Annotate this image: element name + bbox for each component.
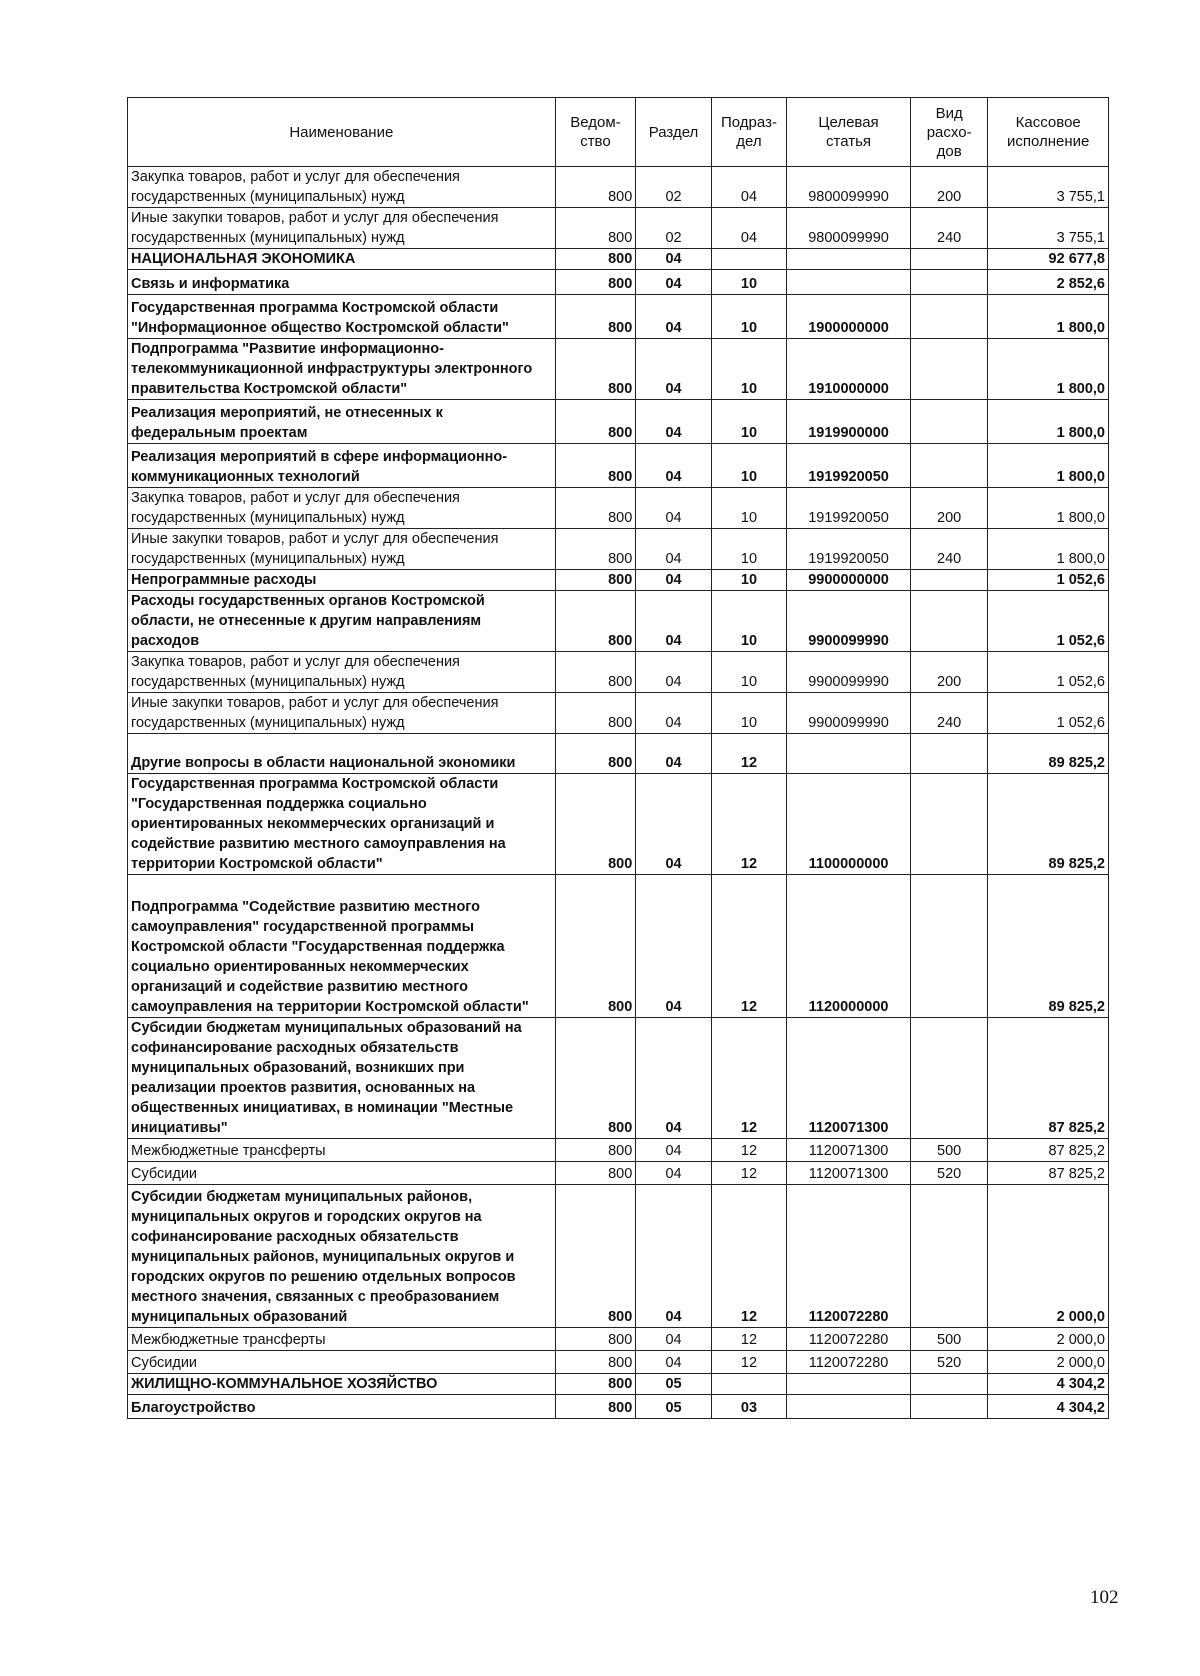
table-row bbox=[128, 1162, 1109, 1185]
cell-name: Межбюджетные трансферты bbox=[128, 1139, 556, 1162]
cell-podrazdel: 12 bbox=[711, 1351, 786, 1374]
table-row bbox=[128, 1018, 1109, 1139]
cell-statya: 9900000000 bbox=[787, 570, 911, 591]
cell-vedomstvo: 800 bbox=[555, 208, 636, 249]
cell-statya: 1120071300 bbox=[787, 1018, 911, 1139]
header-podrazdel: Подраз- дел bbox=[711, 98, 786, 167]
cell-vid bbox=[910, 875, 988, 1018]
table-row bbox=[128, 1374, 1109, 1395]
cell-razdel: 04 bbox=[636, 1328, 711, 1351]
cell-statya bbox=[787, 734, 911, 774]
cell-amount: 1 052,6 bbox=[988, 693, 1109, 734]
cell-statya: 1100000000 bbox=[787, 774, 911, 875]
cell-vedomstvo: 800 bbox=[555, 167, 636, 208]
cell-statya bbox=[787, 1374, 911, 1395]
cell-name: Иные закупки товаров, работ и услуг для обеспечения государственных (муниципальных) нужд bbox=[128, 693, 556, 734]
cell-podrazdel: 12 bbox=[711, 1162, 786, 1185]
cell-statya bbox=[787, 249, 911, 270]
cell-vid bbox=[910, 1185, 988, 1328]
cell-podrazdel bbox=[711, 1374, 786, 1395]
table-row bbox=[128, 875, 1109, 1018]
table-row bbox=[128, 652, 1109, 693]
table-row bbox=[128, 339, 1109, 400]
cell-statya: 1120072280 bbox=[787, 1185, 911, 1328]
cell-podrazdel: 10 bbox=[711, 488, 786, 529]
cell-razdel: 05 bbox=[636, 1395, 711, 1419]
cell-razdel: 04 bbox=[636, 1185, 711, 1328]
header-vid: Вид расхо- дов bbox=[910, 98, 988, 167]
cell-podrazdel: 04 bbox=[711, 167, 786, 208]
cell-vedomstvo: 800 bbox=[555, 734, 636, 774]
cell-statya: 1919920050 bbox=[787, 488, 911, 529]
cell-razdel: 04 bbox=[636, 693, 711, 734]
cell-podrazdel: 10 bbox=[711, 339, 786, 400]
cell-podrazdel: 12 bbox=[711, 734, 786, 774]
cell-name: Непрограммные расходы bbox=[128, 570, 556, 591]
cell-razdel: 04 bbox=[636, 444, 711, 488]
cell-razdel: 04 bbox=[636, 488, 711, 529]
cell-name: Государственная программа Костромской области "Государственная поддержка социально ориентированных некоммерческих организаций и содействие развитию местного самоуправления на территории Костромской области" bbox=[128, 774, 556, 875]
cell-podrazdel: 04 bbox=[711, 208, 786, 249]
cell-vedomstvo: 800 bbox=[555, 1395, 636, 1419]
cell-amount: 3 755,1 bbox=[988, 167, 1109, 208]
cell-name: Иные закупки товаров, работ и услуг для обеспечения государственных (муниципальных) нужд bbox=[128, 208, 556, 249]
table-row bbox=[128, 1139, 1109, 1162]
cell-podrazdel: 03 bbox=[711, 1395, 786, 1419]
cell-vedomstvo: 800 bbox=[555, 339, 636, 400]
cell-razdel: 04 bbox=[636, 875, 711, 1018]
cell-razdel: 04 bbox=[636, 1162, 711, 1185]
cell-razdel: 02 bbox=[636, 208, 711, 249]
table-row bbox=[128, 1395, 1109, 1419]
cell-podrazdel: 10 bbox=[711, 693, 786, 734]
page-number: 102 bbox=[1090, 1587, 1119, 1608]
table-row bbox=[128, 444, 1109, 488]
cell-amount: 87 825,2 bbox=[988, 1018, 1109, 1139]
cell-razdel: 04 bbox=[636, 734, 711, 774]
cell-statya: 9900099990 bbox=[787, 652, 911, 693]
cell-vid bbox=[910, 249, 988, 270]
header-name: Наименование bbox=[128, 98, 556, 167]
table-row bbox=[128, 774, 1109, 875]
cell-name: Подпрограмма "Содействие развитию местного самоуправления" государственной программы Костромской области "Государственная поддержка социально ориентированных некоммерческих организаций и содействие развитию местного самоуправления на территории Костромской области" bbox=[128, 875, 556, 1018]
cell-amount: 1 052,6 bbox=[988, 591, 1109, 652]
cell-podrazdel: 12 bbox=[711, 1018, 786, 1139]
cell-razdel: 02 bbox=[636, 167, 711, 208]
table-row bbox=[128, 400, 1109, 444]
cell-podrazdel: 10 bbox=[711, 295, 786, 339]
cell-name: Закупка товаров, работ и услуг для обеспечения государственных (муниципальных) нужд bbox=[128, 652, 556, 693]
cell-vid bbox=[910, 774, 988, 875]
cell-statya: 1120072280 bbox=[787, 1328, 911, 1351]
header-amount: Кассовое исполнение bbox=[988, 98, 1109, 167]
cell-name: Закупка товаров, работ и услуг для обеспечения государственных (муниципальных) нужд bbox=[128, 488, 556, 529]
cell-podrazdel: 10 bbox=[711, 570, 786, 591]
cell-amount: 1 052,6 bbox=[988, 652, 1109, 693]
header-vedomstvo: Ведом- ство bbox=[555, 98, 636, 167]
cell-vedomstvo: 800 bbox=[555, 693, 636, 734]
cell-amount: 1 800,0 bbox=[988, 529, 1109, 570]
cell-vid: 500 bbox=[910, 1139, 988, 1162]
cell-podrazdel: 10 bbox=[711, 400, 786, 444]
cell-razdel: 04 bbox=[636, 249, 711, 270]
cell-vedomstvo: 800 bbox=[555, 570, 636, 591]
cell-name: Благоустройство bbox=[128, 1395, 556, 1419]
cell-name: Другие вопросы в области национальной экономики bbox=[128, 734, 556, 774]
cell-statya bbox=[787, 1395, 911, 1419]
cell-razdel: 04 bbox=[636, 774, 711, 875]
cell-amount: 89 825,2 bbox=[988, 774, 1109, 875]
cell-razdel: 04 bbox=[636, 1139, 711, 1162]
cell-name: Межбюджетные трансферты bbox=[128, 1328, 556, 1351]
cell-razdel: 04 bbox=[636, 652, 711, 693]
cell-amount: 87 825,2 bbox=[988, 1162, 1109, 1185]
table-row bbox=[128, 529, 1109, 570]
cell-vedomstvo: 800 bbox=[555, 652, 636, 693]
table-row bbox=[128, 570, 1109, 591]
cell-vedomstvo: 800 bbox=[555, 774, 636, 875]
cell-razdel: 04 bbox=[636, 295, 711, 339]
table-row bbox=[128, 591, 1109, 652]
cell-vid: 200 bbox=[910, 167, 988, 208]
cell-amount: 2 000,0 bbox=[988, 1185, 1109, 1328]
cell-podrazdel: 10 bbox=[711, 444, 786, 488]
cell-vedomstvo: 800 bbox=[555, 1139, 636, 1162]
cell-vedomstvo: 800 bbox=[555, 529, 636, 570]
cell-vedomstvo: 800 bbox=[555, 488, 636, 529]
cell-name: Субсидии bbox=[128, 1351, 556, 1374]
cell-amount: 1 800,0 bbox=[988, 444, 1109, 488]
cell-vid bbox=[910, 295, 988, 339]
cell-razdel: 04 bbox=[636, 529, 711, 570]
cell-vedomstvo: 800 bbox=[555, 1162, 636, 1185]
cell-vedomstvo: 800 bbox=[555, 249, 636, 270]
cell-podrazdel: 12 bbox=[711, 875, 786, 1018]
cell-vedomstvo: 800 bbox=[555, 1185, 636, 1328]
cell-vid: 200 bbox=[910, 488, 988, 529]
cell-name: ЖИЛИЩНО-КОММУНАЛЬНОЕ ХОЗЯЙСТВО bbox=[128, 1374, 556, 1395]
cell-amount: 2 852,6 bbox=[988, 270, 1109, 295]
cell-amount: 3 755,1 bbox=[988, 208, 1109, 249]
cell-amount: 89 825,2 bbox=[988, 875, 1109, 1018]
cell-vid bbox=[910, 570, 988, 591]
cell-razdel: 04 bbox=[636, 270, 711, 295]
cell-statya: 9800099990 bbox=[787, 167, 911, 208]
cell-statya: 1919900000 bbox=[787, 400, 911, 444]
cell-statya: 1120071300 bbox=[787, 1162, 911, 1185]
cell-vid bbox=[910, 1395, 988, 1419]
cell-vid: 520 bbox=[910, 1351, 988, 1374]
cell-vid: 520 bbox=[910, 1162, 988, 1185]
cell-vid bbox=[910, 444, 988, 488]
cell-podrazdel: 12 bbox=[711, 1185, 786, 1328]
cell-amount: 2 000,0 bbox=[988, 1328, 1109, 1351]
cell-podrazdel: 12 bbox=[711, 1328, 786, 1351]
header-razdel: Раздел bbox=[636, 98, 711, 167]
cell-amount: 92 677,8 bbox=[988, 249, 1109, 270]
cell-name: Реализация мероприятий в сфере информационно-коммуникационных технологий bbox=[128, 444, 556, 488]
cell-amount: 1 800,0 bbox=[988, 339, 1109, 400]
cell-vedomstvo: 800 bbox=[555, 591, 636, 652]
cell-statya: 1910000000 bbox=[787, 339, 911, 400]
cell-name: Субсидии бюджетам муниципальных образований на софинансирование расходных обязательств муниципальных образований, возникших при реализации проектов развития, основанных на общественных инициативах, в номинации "Местные инициативы" bbox=[128, 1018, 556, 1139]
cell-statya bbox=[787, 270, 911, 295]
cell-statya: 9800099990 bbox=[787, 208, 911, 249]
cell-razdel: 04 bbox=[636, 570, 711, 591]
cell-vedomstvo: 800 bbox=[555, 295, 636, 339]
budget-table bbox=[127, 97, 1109, 1419]
table-row bbox=[128, 167, 1109, 208]
cell-statya: 1900000000 bbox=[787, 295, 911, 339]
cell-amount: 4 304,2 bbox=[988, 1395, 1109, 1419]
cell-vid bbox=[910, 270, 988, 295]
cell-statya: 1919920050 bbox=[787, 529, 911, 570]
cell-razdel: 05 bbox=[636, 1374, 711, 1395]
cell-vid: 500 bbox=[910, 1328, 988, 1351]
cell-statya: 9900099990 bbox=[787, 693, 911, 734]
cell-podrazdel bbox=[711, 249, 786, 270]
table-header-row bbox=[128, 98, 1109, 167]
cell-name: Подпрограмма "Развитие информационно-телекоммуникационной инфраструктуры электронного правительства Костромской области" bbox=[128, 339, 556, 400]
cell-statya: 9900099990 bbox=[787, 591, 911, 652]
cell-podrazdel: 10 bbox=[711, 270, 786, 295]
cell-vid bbox=[910, 591, 988, 652]
cell-vedomstvo: 800 bbox=[555, 1351, 636, 1374]
cell-amount: 4 304,2 bbox=[988, 1374, 1109, 1395]
cell-name: Связь и информатика bbox=[128, 270, 556, 295]
cell-vid: 240 bbox=[910, 529, 988, 570]
cell-amount: 1 800,0 bbox=[988, 295, 1109, 339]
table-row bbox=[128, 1185, 1109, 1328]
cell-vedomstvo: 800 bbox=[555, 1328, 636, 1351]
cell-podrazdel: 12 bbox=[711, 1139, 786, 1162]
cell-vid bbox=[910, 1374, 988, 1395]
cell-name: Реализация мероприятий, не отнесенных к федеральным проектам bbox=[128, 400, 556, 444]
cell-vedomstvo: 800 bbox=[555, 444, 636, 488]
cell-amount: 1 052,6 bbox=[988, 570, 1109, 591]
table-row bbox=[128, 1351, 1109, 1374]
cell-name: Закупка товаров, работ и услуг для обеспечения государственных (муниципальных) нужд bbox=[128, 167, 556, 208]
table-row bbox=[128, 693, 1109, 734]
cell-amount: 87 825,2 bbox=[988, 1139, 1109, 1162]
cell-vid: 200 bbox=[910, 652, 988, 693]
cell-podrazdel: 10 bbox=[711, 591, 786, 652]
cell-name: Расходы государственных органов Костромской области, не отнесенные к другим направлениям расходов bbox=[128, 591, 556, 652]
table-row bbox=[128, 249, 1109, 270]
cell-amount: 2 000,0 bbox=[988, 1351, 1109, 1374]
table-row bbox=[128, 488, 1109, 529]
header-statya: Целевая статья bbox=[787, 98, 911, 167]
cell-vid bbox=[910, 1018, 988, 1139]
cell-vedomstvo: 800 bbox=[555, 400, 636, 444]
cell-razdel: 04 bbox=[636, 1018, 711, 1139]
cell-razdel: 04 bbox=[636, 339, 711, 400]
cell-statya: 1120000000 bbox=[787, 875, 911, 1018]
cell-vedomstvo: 800 bbox=[555, 1374, 636, 1395]
table-row bbox=[128, 734, 1109, 774]
cell-vedomstvo: 800 bbox=[555, 1018, 636, 1139]
cell-statya: 1919920050 bbox=[787, 444, 911, 488]
cell-vedomstvo: 800 bbox=[555, 875, 636, 1018]
cell-razdel: 04 bbox=[636, 591, 711, 652]
table-row bbox=[128, 295, 1109, 339]
cell-podrazdel: 10 bbox=[711, 529, 786, 570]
cell-name: Субсидии bbox=[128, 1162, 556, 1185]
table-row bbox=[128, 1328, 1109, 1351]
cell-vedomstvo: 800 bbox=[555, 270, 636, 295]
cell-statya: 1120072280 bbox=[787, 1351, 911, 1374]
cell-vid: 240 bbox=[910, 693, 988, 734]
cell-vid: 240 bbox=[910, 208, 988, 249]
cell-name: Государственная программа Костромской области "Информационное общество Костромской области" bbox=[128, 295, 556, 339]
cell-name: НАЦИОНАЛЬНАЯ ЭКОНОМИКА bbox=[128, 249, 556, 270]
table-row bbox=[128, 208, 1109, 249]
cell-podrazdel: 10 bbox=[711, 652, 786, 693]
cell-podrazdel: 12 bbox=[711, 774, 786, 875]
cell-vid bbox=[910, 400, 988, 444]
cell-statya: 1120071300 bbox=[787, 1139, 911, 1162]
cell-amount: 89 825,2 bbox=[988, 734, 1109, 774]
cell-name: Иные закупки товаров, работ и услуг для обеспечения государственных (муниципальных) нужд bbox=[128, 529, 556, 570]
cell-razdel: 04 bbox=[636, 400, 711, 444]
cell-razdel: 04 bbox=[636, 1351, 711, 1374]
cell-name: Субсидии бюджетам муниципальных районов, муниципальных округов и городских округов на софинансирование расходных обязательств муниципальных районов, муниципальных округов и городских округов по решению отдельных вопросов местного значения, связанных с преобразованием муниципальных образований bbox=[128, 1185, 556, 1328]
cell-vid bbox=[910, 339, 988, 400]
table-row bbox=[128, 270, 1109, 295]
cell-vid bbox=[910, 734, 988, 774]
cell-amount: 1 800,0 bbox=[988, 488, 1109, 529]
cell-amount: 1 800,0 bbox=[988, 400, 1109, 444]
